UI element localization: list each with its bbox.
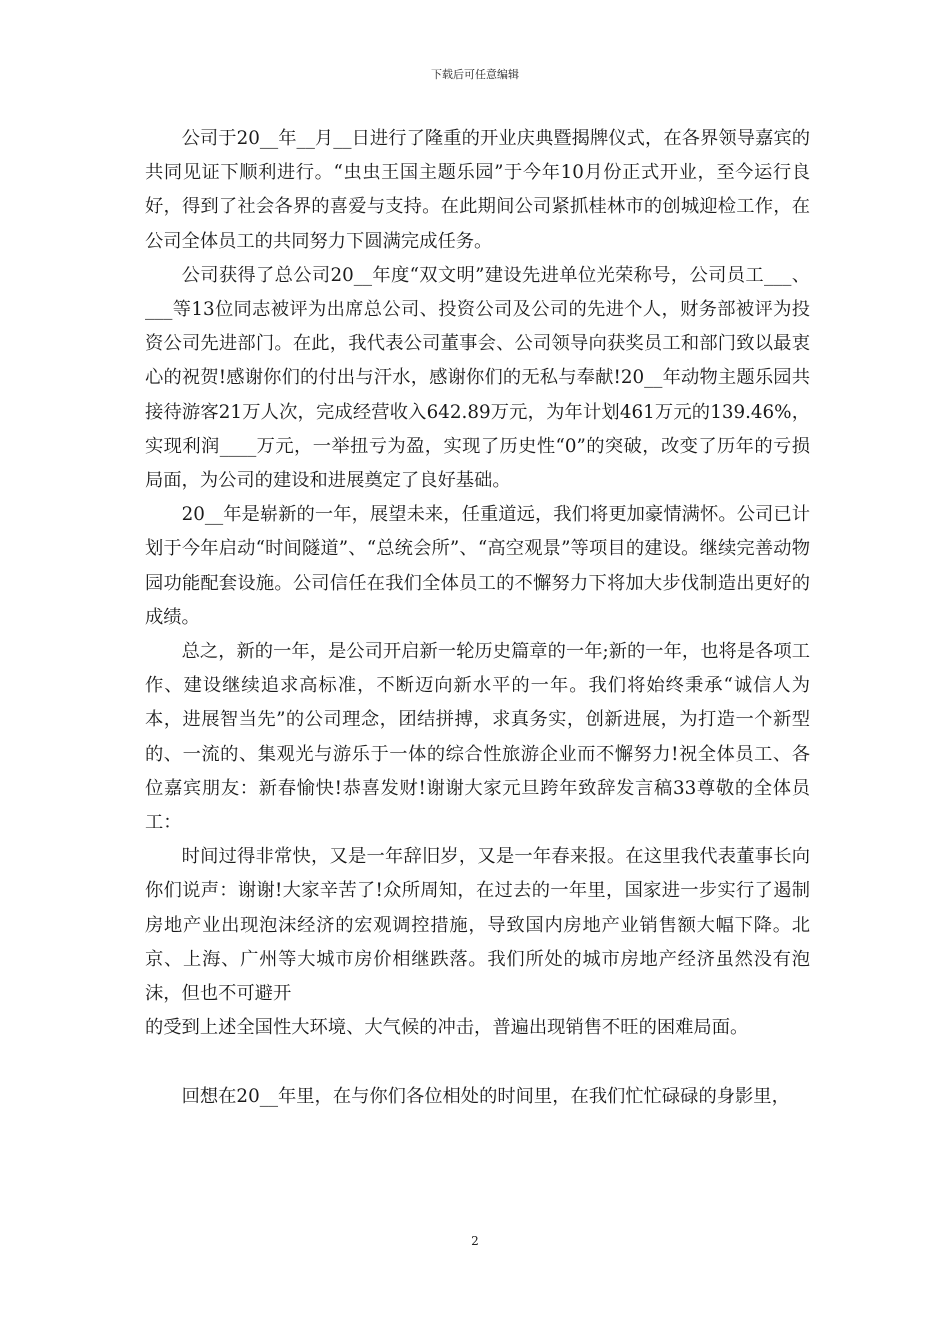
paragraph-continuation: 的受到上述全国性大环境、大气候的冲击，普遍出现销售不旺的困难局面。 bbox=[145, 1017, 749, 1039]
document-body bbox=[145, 122, 810, 1114]
paragraph-recollection: 回想在20__年里，在与你们各位相处的时间里，在我们忙忙碌碌的身影里， bbox=[181, 1085, 790, 1107]
page-header: 下载后可任意编辑 bbox=[431, 68, 519, 81]
paragraph-conclusion: 总之，新的一年，是公司开启新一轮历史篇章的一年;新的一年，也将是各项工作、建设继续追求高标准，不断迈向新水平的一年。我们将始终秉承“诚信人为本，进展智当先”的公司理念，团结拼搏，求真务实，创新进展，为打造一个新型的、一流的、集观光与游乐于一体的综合性旅游企业而不懈努力!祝全体员工、各位嘉宾朋友：新春愉快!恭喜发财!谢谢大家元旦跨年致辞发言稿33尊敬的全体员工： bbox=[145, 641, 810, 834]
paragraph-awards: 公司获得了总公司20__年度“双文明”建设先进单位光荣称号，公司员工___、___等13位同志被评为出席总公司、投资公司及公司的先进个人，财务部被评为投资公司先进部门。在此，我代表公司董事会、公司领导向获奖员工和部门致以最衷心的祝贺!感谢你们的付出与汗水，感谢你们的无私与奉献!20__年动物主题乐园共接待游客21万人次，完成经营收入642.89万元，为年计划461万元的139.46%，实现利润____万元，一举扭亏为盈，实现了历史性“0”的突破，改变了历年的亏损局面，为公司的建设和进展奠定了良好基础。 bbox=[145, 264, 810, 492]
paragraph-opening-ceremony: 公司于20__年__月__日进行了隆重的开业庆典暨揭牌仪式，在各界领导嘉宾的共同见证下顺利进行。“虫虫王国主题乐园”于今年10月份正式开业，至今运行良好，得到了社会各界的喜爱与支持。在此期间公司紧抓桂林市的创城迎检工作，在公司全体员工的共同努力下圆满完成任务。 bbox=[145, 128, 810, 252]
paragraph-new-year-plans: 20__年是崭新的一年，展望未来，任重道远，我们将更加豪情满怀。公司已计划于今年启动“时间隧道”、“总统会所”、“高空观景”等项目的建设。继续完善动物园功能配套设施。公司信任在我们全体员工的不懈努力下将加大步伐制造出更好的成绩。 bbox=[145, 504, 810, 628]
paragraph-review: 时间过得非常快，又是一年辞旧岁，又是一年春来报。在这里我代表董事长向你们说声：谢谢!大家辛苦了!众所周知，在过去的一年里，国家进一步实行了遏制房地产业出现泡沫经济的宏观调控措施，导致国内房地产业销售额大幅下降。北京、上海、广州等大城市房价相继跌落。我们所处的城市房地产经济虽然没有泡沫，但也不可避开 bbox=[145, 846, 810, 1005]
page-number: 2 bbox=[471, 1234, 479, 1248]
